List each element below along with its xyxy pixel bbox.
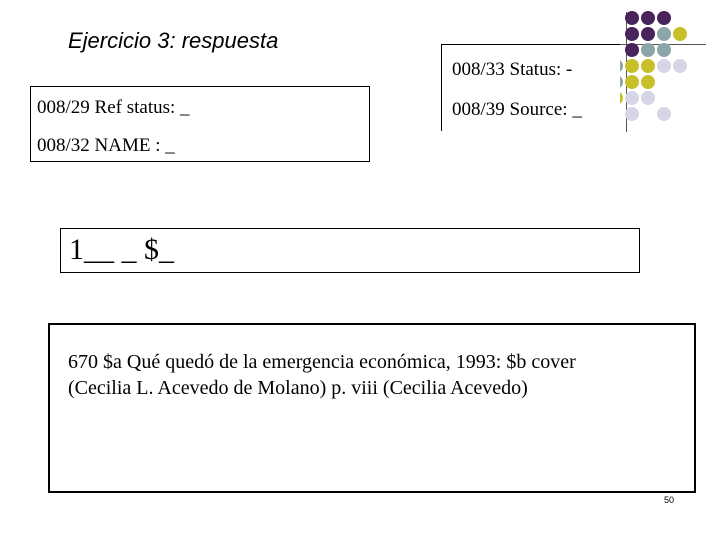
- decor-dot: [657, 59, 671, 73]
- decor-dot: [641, 11, 655, 25]
- decor-dot: [641, 43, 655, 57]
- decor-dot: [641, 91, 655, 105]
- ref-status-field: 008/29 Ref status: _: [37, 97, 190, 118]
- decor-dot: [673, 59, 687, 73]
- indicator-field-box: [60, 228, 640, 273]
- indicator-field-text: 1__ _ $_: [69, 233, 174, 266]
- decor-horizontal-line: [606, 44, 706, 45]
- decor-dot: [625, 91, 639, 105]
- decor-dot: [657, 43, 671, 57]
- decor-dot: [625, 43, 639, 57]
- decor-dot: [673, 27, 687, 41]
- decor-dot: [641, 27, 655, 41]
- decor-dot: [641, 75, 655, 89]
- decor-dot: [625, 107, 639, 121]
- page-number: 50: [664, 495, 675, 505]
- decor-dot: [657, 11, 671, 25]
- status-field: 008/33 Status: -: [452, 59, 573, 80]
- decor-dot: [657, 107, 671, 121]
- decor-dot: [641, 59, 655, 73]
- note-670-box: [48, 323, 696, 493]
- fixed-fields-box-right: [441, 44, 620, 131]
- decor-dot: [625, 27, 639, 41]
- source-field: 008/39 Source: _: [452, 99, 582, 120]
- note-670-text: 670 $a Qué quedó de la emergencia económica, 1993: $b cover (Cecilia L. Acevedo de Molano) p. viii (Cecilia Acevedo): [68, 351, 576, 399]
- decor-dot: [625, 11, 639, 25]
- slide-title: Ejercicio 3: respuesta: [68, 28, 279, 53]
- decor-dot: [657, 27, 671, 41]
- decor-dot: [625, 75, 639, 89]
- decor-dot: [625, 59, 639, 73]
- fixed-fields-box-left: [30, 86, 370, 162]
- name-field: 008/32 NAME : _: [37, 135, 175, 156]
